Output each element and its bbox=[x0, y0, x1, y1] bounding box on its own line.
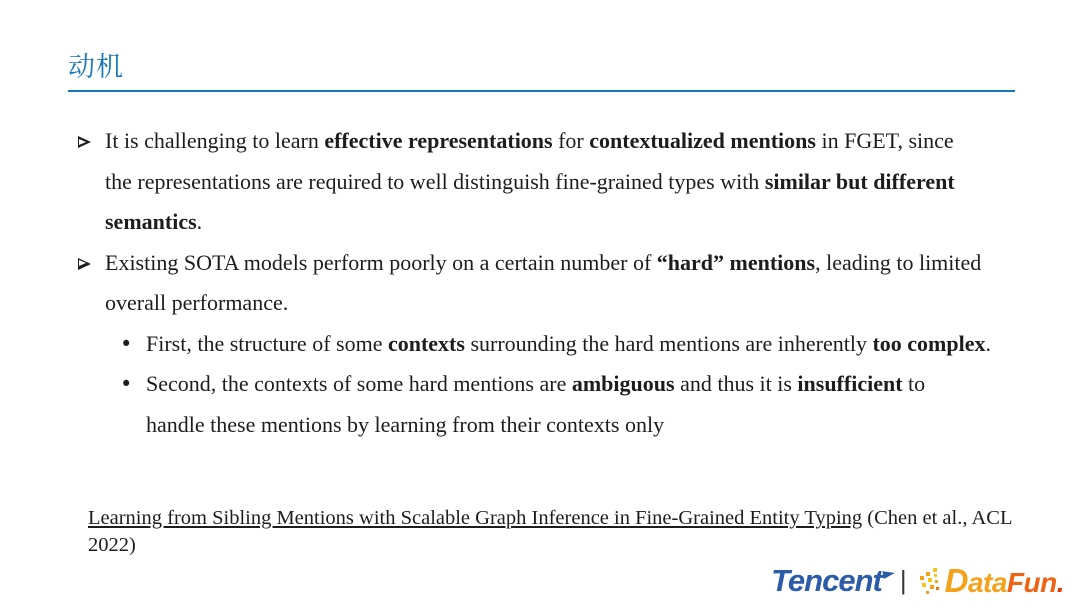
citation-paper-title: Learning from Sibling Mentions with Scalable Graph Inference in Fine-Grained Entity Typing bbox=[88, 507, 863, 529]
sub-bullet-line bbox=[78, 405, 1038, 446]
bullet-line bbox=[78, 121, 1038, 162]
citation bbox=[88, 505, 1023, 559]
datafun-dots-icon bbox=[919, 565, 943, 597]
sub-bullet-line bbox=[78, 324, 1038, 365]
bullet-text: overall performance. bbox=[105, 290, 289, 315]
arrow-bullet-marker bbox=[78, 162, 105, 203]
bullet-text: the representations are required to well distinguish fine-grained types with similar but different bbox=[105, 168, 955, 194]
tencent-arrow-icon bbox=[882, 569, 895, 579]
datafun-letter: D bbox=[944, 562, 968, 599]
tencent-wordmark: Tencent bbox=[771, 563, 882, 598]
tencent-logo bbox=[771, 563, 888, 599]
datafun-letter: Fun bbox=[1006, 567, 1057, 598]
arrow-bullet-marker bbox=[78, 121, 105, 162]
bullet-line bbox=[78, 162, 1038, 203]
title-underline-rule bbox=[68, 90, 1015, 92]
bullet-text: First, the structure of some contexts surrounding the hard mentions are inherently too complex. bbox=[146, 330, 991, 356]
bullet-text: It is challenging to learn effective representations for contextualized mentions in FGET, since bbox=[105, 128, 954, 153]
bullet-text: semantics. bbox=[105, 209, 203, 234]
bullet-text: handle these mentions by learning from their contexts only bbox=[146, 411, 665, 437]
arrow-bullet-marker bbox=[78, 283, 105, 324]
citation-suffix: (Chen et al., ACL 2022) bbox=[88, 507, 1012, 556]
logo-separator: | bbox=[899, 564, 907, 595]
dot-bullet-marker: • bbox=[120, 372, 133, 396]
sub-bullet-line bbox=[78, 364, 1038, 405]
arrow-bullet-marker bbox=[78, 202, 105, 243]
datafun-letter: . bbox=[1056, 567, 1064, 598]
page-title: 动机 bbox=[68, 52, 124, 82]
bullet-line bbox=[78, 202, 1038, 243]
datafun-wordmark bbox=[945, 562, 1064, 600]
dot-bullet-marker: • bbox=[120, 331, 133, 356]
footer-logos bbox=[771, 562, 1064, 600]
bullet-line bbox=[78, 243, 1038, 284]
datafun-logo bbox=[919, 562, 1064, 600]
bullet-text: Existing SOTA models perform poorly on a certain number of “hard” mentions, leading to limited bbox=[105, 249, 982, 275]
bullet-list bbox=[78, 121, 1038, 445]
dot-bullet-marker bbox=[120, 405, 146, 446]
arrow-bullet-marker bbox=[78, 243, 105, 284]
bullet-line bbox=[78, 283, 1038, 324]
bullet-text: Second, the contexts of some hard mentions are ambiguous and thus it is insufficient to bbox=[146, 371, 926, 396]
datafun-letter: ata bbox=[967, 567, 1007, 598]
